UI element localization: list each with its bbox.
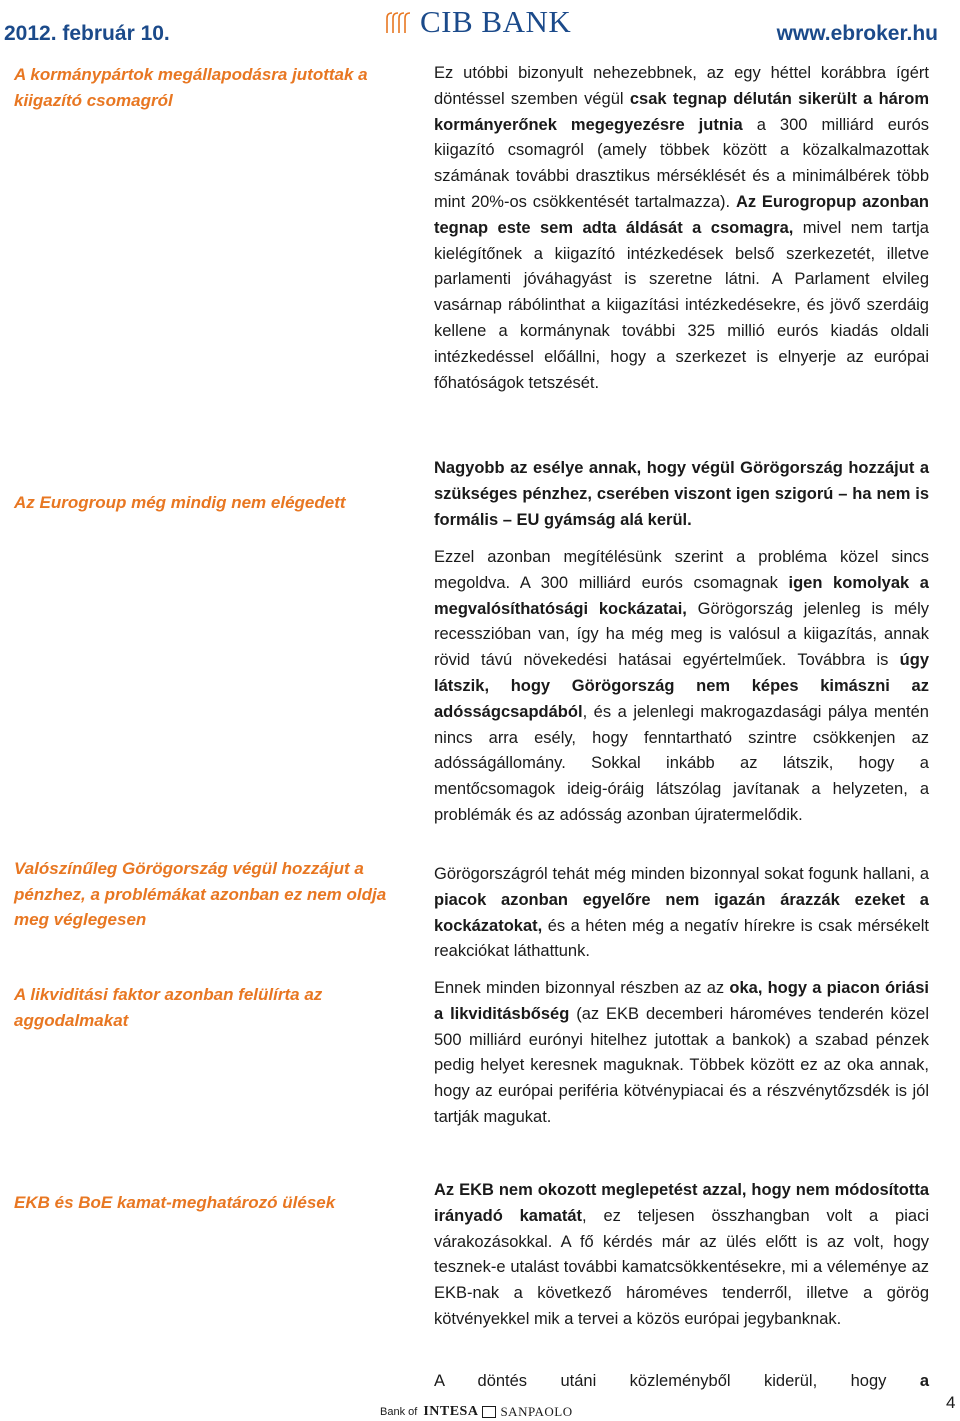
text-run: (az EKB decemberi hároméves tenderén közel 500 milliárd eurónyi hitelhez jutottak a bankok) a szabad pénzek pedig helyet keresnek maguknak. Többek között ez az oka annak, hogy az európai periféria kötvénypiacai és a részvénytőzsdék is jól tartják magukat.	[434, 1004, 929, 1126]
emphasis-run: oka, hogy a piacon óriási a likviditásbőség	[434, 979, 929, 1023]
emphasis-run: a	[919, 1372, 929, 1390]
text-run: a 300 milliárd eurós kiigazító csomagról (amely többek között a közalkalmazottak számának további drasztikus mérséklését és a minimálbérek több mint 20%-os csökkentését tartalmazza).	[434, 115, 929, 211]
paragraph-ecb-decision	[434, 1178, 929, 1333]
footer-sanpaolo: SANPAOLO	[500, 1404, 573, 1419]
side-heading-eurogroup: Az Eurogroup még mindig nem elégedett	[14, 493, 346, 512]
side-heading-agreement: A kormánypártok megállapodásra jutottak a kiigazító csomagról	[14, 65, 368, 110]
emphasis-run: igen komolyak a megvalósíthatósági kockázatai,	[434, 573, 929, 618]
sanpaolo-icon	[482, 1406, 496, 1418]
paragraph-markets	[434, 862, 929, 965]
text-run: A döntés utáni közleményből kiderül, hogy	[434, 1372, 920, 1390]
text-run: Ez utóbbi bizonyult nehezebbnek, az egy héttel korábbra ígért döntéssel szemben végül	[434, 64, 929, 108]
page-number: 4	[946, 1393, 956, 1412]
paragraph-risks	[434, 545, 929, 829]
report-date: 2012. február 10.	[4, 22, 170, 45]
emphasis-run: Nagyobb az esélye annak, hogy végül Görögország hozzájut a szükséges pénzhez, cserében viszont igen szigorú – ha nem is formális – EU gyámság alá kerül.	[434, 459, 929, 529]
paragraph-ecb-statement	[434, 1369, 929, 1395]
emphasis-run: Az EKB nem okozott meglepetést azzal, hogy nem módosította irányadó kamatát	[434, 1181, 929, 1225]
paragraph-liquidity	[434, 976, 929, 1131]
emphasis-run: csak tegnap délután sikerült a három kormányerőnek megegyezésre jutnia	[434, 89, 929, 134]
text-run: Ennek minden bizonnyal részben az az	[434, 979, 730, 997]
emphasis-run: Az Eurogropup azonban tegnap este sem adta áldását a csomagra,	[434, 192, 929, 237]
site-url[interactable]: www.ebroker.hu	[776, 22, 938, 45]
text-run: Ezzel azonban megítélésünk szerint a probléma közel sincs megoldva. A 300 milliárd eurós csomagnak	[434, 548, 929, 592]
footer-intesa: INTESA	[423, 1404, 479, 1419]
bank-name: CIB BANK	[420, 4, 572, 39]
text-run: és a héten még a negatív hírekre is csak mérsékelt reakciókat láthattunk.	[434, 916, 929, 961]
text-run: Görögországról tehát még minden bizonnyal sokat fogunk hallani, a	[434, 865, 929, 883]
emphasis-run: piacok azonban egyelőre nem igazán árazzák ezeket a kockázatokat,	[434, 890, 929, 935]
side-heading-greece-funding: Valószínűleg Görögország végül hozzájut a pénzhez, a problémákat azonban ez nem oldja meg véglegesen	[14, 859, 387, 929]
intesa-sanpaolo-footer	[380, 1403, 573, 1421]
paragraph-eurogroup-summary	[434, 456, 929, 533]
side-heading-liquidity: A likviditási faktor azonban felülírta az aggodalmakat	[14, 985, 323, 1030]
cib-bank-logo	[384, 4, 571, 40]
side-heading-ecb-boe: EKB és BoE kamat-meghatározó ülések	[14, 1193, 336, 1212]
text-run: , ez teljesen összhangban volt a piaci várakozásokkal. A fő kérdés már az ülés előtt is az volt, hogy tesznek-e utalást további kamatcsökkentésekre, mi a véleménye az EKB-nak a következő hároméves tenderről, illetve a görög kötvényekkel mik a tervei a közös európai jegybanknak.	[434, 1206, 929, 1328]
emphasis-run: úgy látszik, hogy Görögország nem képes kimászni az adósságcsapdából	[434, 651, 929, 721]
cib-bars-icon	[384, 9, 414, 35]
footer-bank-of: Bank of	[380, 1406, 418, 1418]
text-run: Görögország jelenleg is mély recesszióban van, így ha még meg is valósul a kiigazítás, annak rövid távú növekedési hatásai egyértelműek. Továbbra is	[434, 599, 929, 670]
paragraph-agreement	[434, 61, 929, 396]
text-run: , és a jelenlegi makrogazdasági pálya mentén nincs arra esély, hogy fenntartható szintre csökkenjen az adósságállomány. Sokkal inkább az látszik, hogy a mentőcsomagok ideig-óráig látszólag javítanak a helyzeten, a problémák és az adósság azonban újratermelődik.	[434, 702, 929, 824]
text-run: mivel nem tartja kielégítőnek a kiigazító intézkedések belső szerkezetét, illetve parlamenti jóváhagyást is szeretne látni. A Parlament elvileg vasárnap rábólinthat a kiigazítási intézkedésekre, és jövő szerdáig kellene a kormánynak további 325 millió eurós kiadás oldali intézkedéssel előállni, hogy a szerkezet is elnyerje az európai főhatóságok tetszését.	[434, 218, 929, 392]
